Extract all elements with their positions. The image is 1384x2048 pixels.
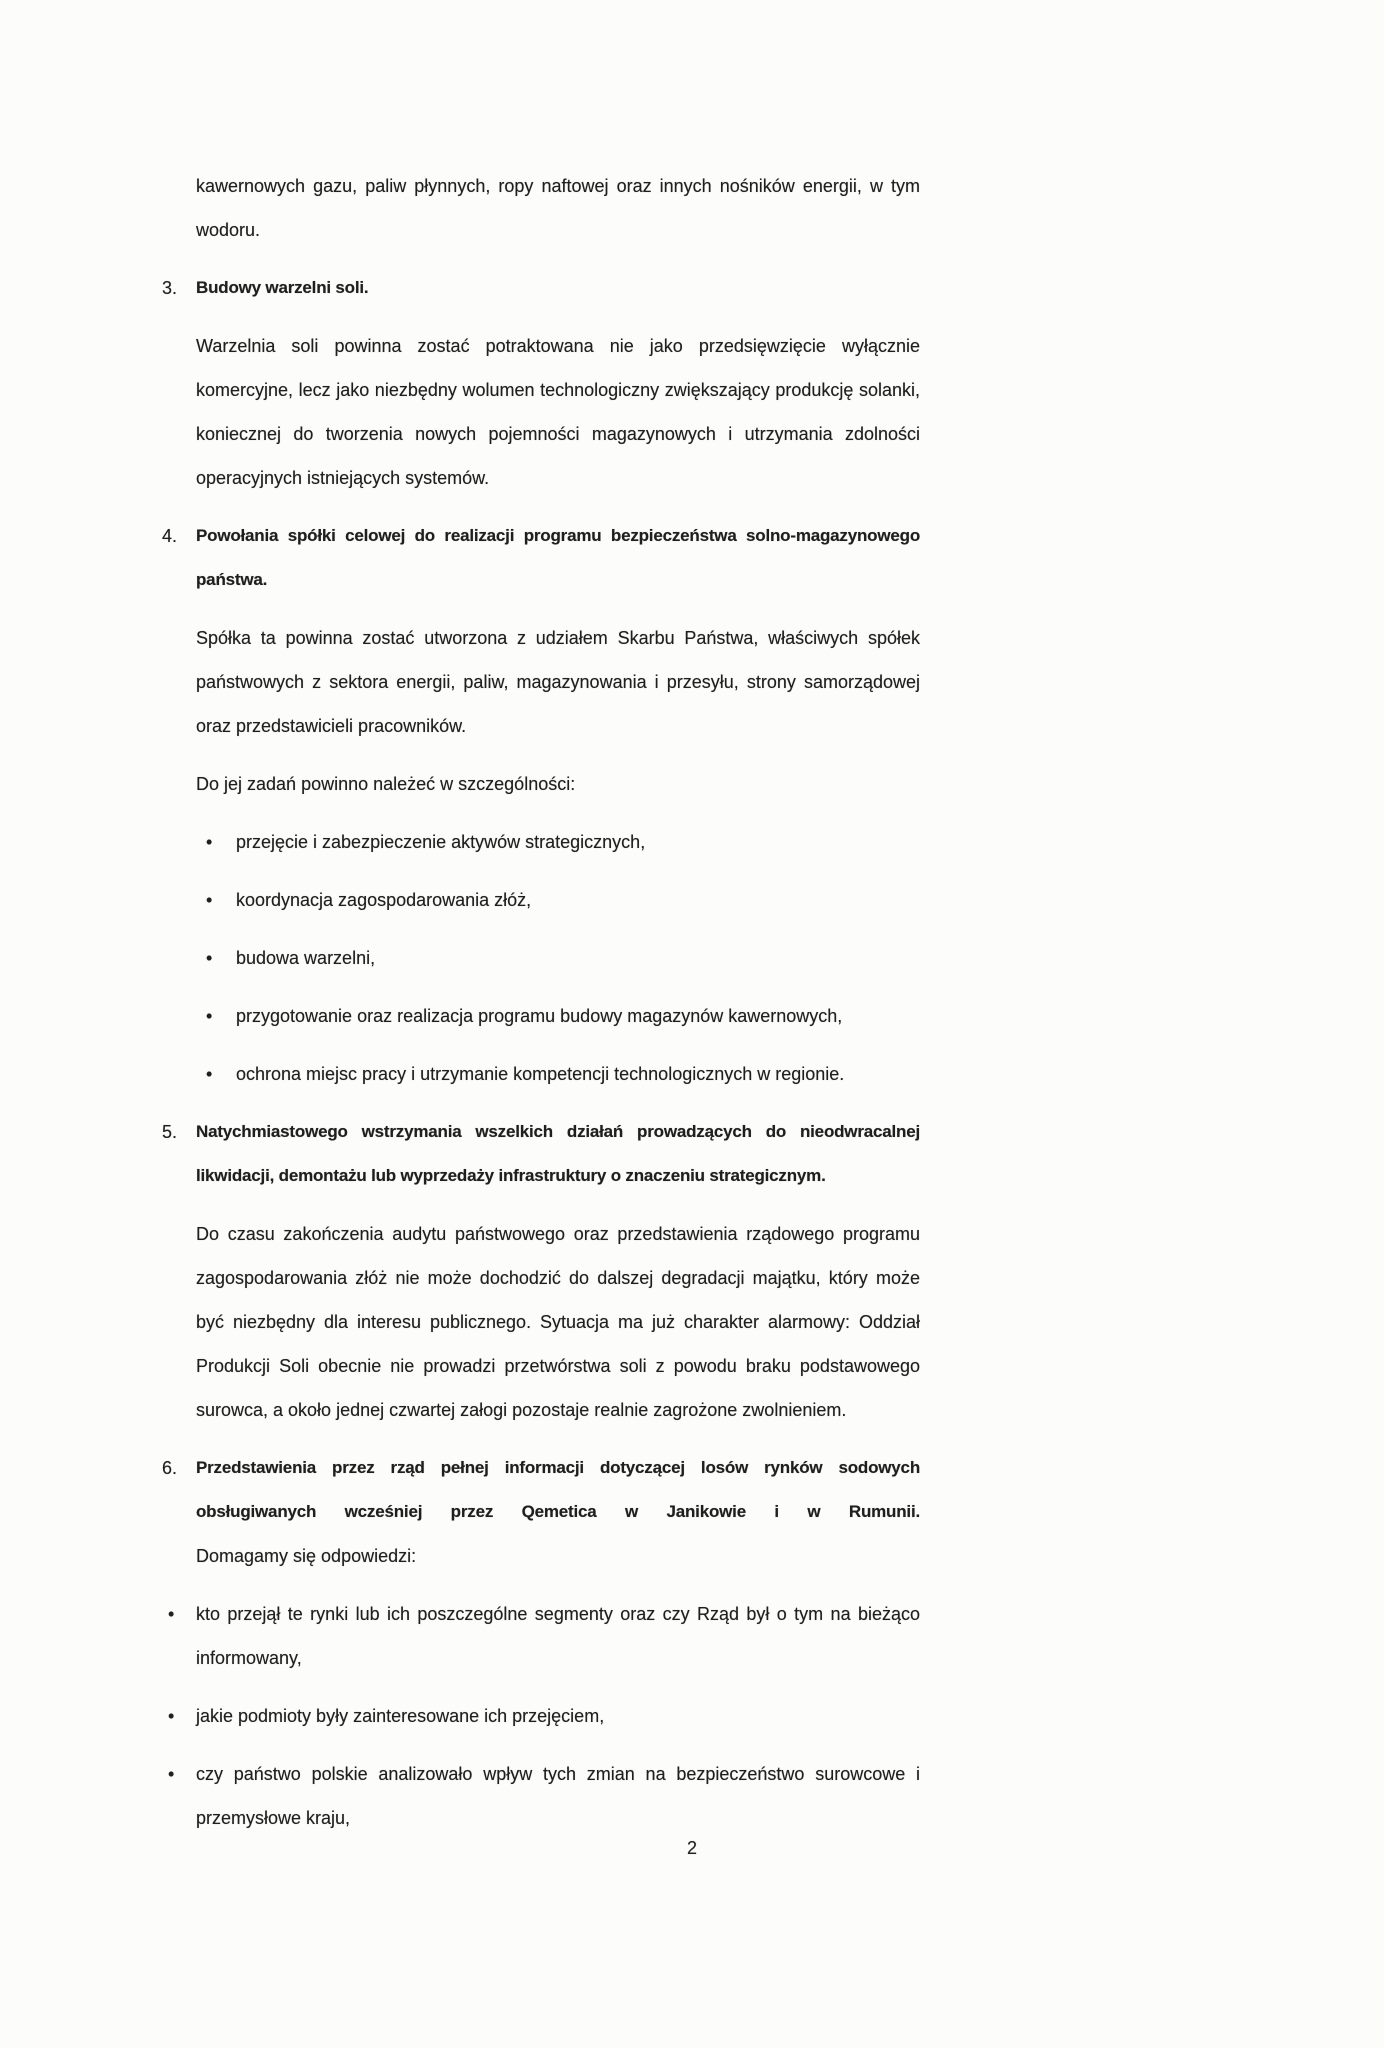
list-item-6-heading: Przedstawienia przez rząd pełnej informacji dotyczącej losów rynków sodowych obsługiwanych wcześniej przez Qemetica w Janikowie i w Rumunii. (196, 1458, 920, 1521)
list-item-4-paragraph-2: Do jej zadań powinno należeć w szczególności: (196, 774, 576, 794)
list-item-3 (162, 266, 920, 500)
list-item-4 (162, 514, 920, 1096)
list-item-3-number: 3. (162, 278, 178, 298)
list-item-5-paragraph: Do czasu zakończenia audytu państwowego oraz przedstawienia rządowego programu zagospodarowania złóż nie może dochodzić do dalszej degradacji majątku, który może być niezbędny dla interesu publicznego. Sytuacja ma już charakter alarmowy: Oddział Produkcji Soli obecnie nie prowadzi przetwórstwa soli z powodu braku podstawowego surowca, a około jednej czwartej załogi pozostaje realnie zagrożone zwolnieniem. (196, 1224, 920, 1420)
list-item (196, 878, 920, 922)
document-body (162, 164, 920, 1854)
list-item-4-paragraph-1: Spółka ta powinna zostać utworzona z udziałem Skarbu Państwa, właściwych spółek państwowych z sektora energii, paliw, magazynowania i przesyłu, strony samorządowej oraz przedstawicieli pracowników. (196, 628, 920, 736)
list-item-4-heading: Powołania spółki celowej do realizacji programu bezpieczeństwa solno-magazynowego państwa. (196, 526, 920, 589)
bullet-text: przejęcie i zabezpieczenie aktywów strategicznych, (236, 832, 646, 852)
bullet-text: przygotowanie oraz realizacja programu budowy magazynów kawernowych, (236, 1006, 843, 1026)
list-item (168, 1694, 920, 1738)
list-item (168, 1752, 920, 1840)
bullet-icon: • (206, 890, 213, 910)
bullet-icon: • (206, 1064, 213, 1084)
bullet-text: budowa warzelni, (236, 948, 376, 968)
list-item (168, 1592, 920, 1680)
bullet-text: koordynacja zagospodarowania złóż, (236, 890, 532, 910)
list-item-6-heading-suffix: Domagamy się odpowiedzi: (196, 1546, 417, 1566)
list-item-6 (162, 1446, 920, 1578)
page-number: 2 (686, 1838, 697, 1858)
list-item-3-paragraph: Warzelnia soli powinna zostać potraktowana nie jako przedsięwzięcie wyłącznie komercyjne, lecz jako niezbędny wolumen technologiczny zwiększający produkcję solanki, koniecznej do tworzenia nowych pojemności magazynowych i utrzymania zdolności operacyjnych istniejących systemów. (196, 336, 920, 488)
list-item-4-number: 4. (162, 526, 178, 546)
bullet-icon: • (168, 1706, 175, 1726)
bullet-text: czy państwo polskie analizowało wpływ tych zmian na bezpieczeństwo surowcowe i przemysłowe kraju, (196, 1764, 920, 1828)
list-item-5-heading: Natychmiastowego wstrzymania wszelkich działań prowadzących do nieodwracalnej likwidacji, demontażu lub wyprzedaży infrastruktury o znaczeniu strategicznym. (196, 1122, 920, 1185)
bullet-text: jakie podmioty były zainteresowane ich przejęciem, (196, 1706, 605, 1726)
bullet-icon: • (168, 1764, 175, 1784)
list-item (196, 1052, 920, 1096)
list-item (196, 936, 920, 980)
list-item (196, 820, 920, 864)
bullet-text: ochrona miejsc pracy i utrzymanie kompetencji technologicznych w regionie. (236, 1064, 845, 1084)
bullet-icon: • (168, 1604, 175, 1624)
continuation-paragraph: kawernowych gazu, paliw płynnych, ropy naftowej oraz innych nośników energii, w tym wodoru. (196, 176, 920, 240)
bullet-text: kto przejął te rynki lub ich poszczególne segmenty oraz czy Rząd był o tym na bieżąco informowany, (196, 1604, 920, 1668)
bullet-icon: • (206, 1006, 213, 1026)
list-item-4-bullets (196, 820, 920, 1096)
list-item-5-number: 5. (162, 1122, 178, 1142)
list-item (196, 994, 920, 1038)
list-item-3-heading: Budowy warzelni soli. (196, 278, 369, 297)
list-item-5 (162, 1110, 920, 1432)
bullet-icon: • (206, 948, 213, 968)
list-item-6-bullets (168, 1592, 920, 1840)
list-item-6-number: 6. (162, 1458, 178, 1478)
bullet-icon: • (206, 832, 213, 852)
